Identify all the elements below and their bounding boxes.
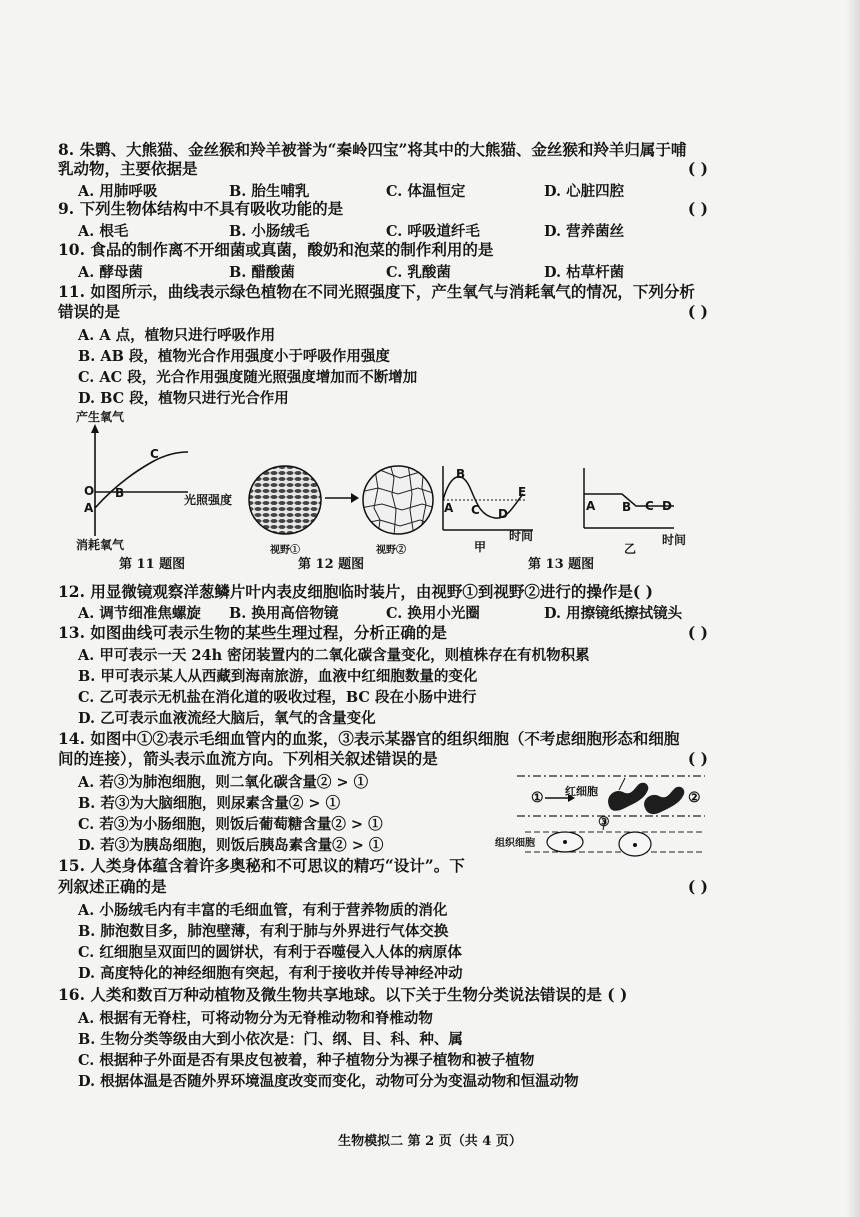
fig12-arrow (323, 492, 361, 504)
question-8 (58, 140, 708, 160)
fig13-yi-point-a: A (586, 499, 596, 513)
q14-option-a: A. 若③为肺泡细胞，则二氧化碳含量② > ① (78, 774, 369, 791)
fig13-jia-point-b: B (456, 467, 466, 481)
q15-option-d: D. 高度特化的神经细胞有突起，有利于接收并传导神经冲动 (78, 965, 463, 982)
q12-option-a: A. 调节细准焦螺旋 (78, 605, 201, 622)
q10-option-a: A. 酵母菌 (78, 264, 143, 281)
fig14-label-2: ② (688, 790, 701, 806)
q14-stem-line2: 间的连接），箭头表示血流方向。下列相关叙述错误的是 (58, 749, 438, 768)
question-8-line2 (58, 159, 708, 179)
question-14 (58, 729, 708, 749)
q16-option-c: C. 根据种子外面是否有果皮包被着，种子植物分为裸子植物和被子植物 (78, 1052, 535, 1069)
fig13-yi-time-label: 时间 (662, 533, 687, 547)
q12-option-d: D. 用擦镜纸擦拭镜头 (544, 605, 683, 622)
fig13-jia-point-d: D (498, 507, 508, 521)
q8-stem-line2: 乳动物，主要依据是 (58, 159, 198, 178)
q9-stem: 9. 下列生物体结构中不具有吸收功能的是 (58, 199, 344, 218)
q11-answer-bracket: ( ) (687, 302, 708, 321)
q14-answer-bracket: ( ) (687, 749, 708, 768)
q15-stem-line2: 列叙述正确的是 (58, 877, 167, 896)
fig13-yi-label: 乙 (624, 542, 637, 556)
q12-stem: 12. 用显微镜观察洋葱鳞片叶内表皮细胞临时装片，由视野①到视野②进行的操作是( ) (58, 582, 653, 601)
scan-edge (846, 0, 860, 1217)
question-14-line2 (58, 749, 708, 769)
fig13-jia-label: 甲 (474, 540, 487, 554)
q9-option-d: D. 营养菌丝 (544, 223, 625, 240)
q15-option-b: B. 肺泡数目多，肺泡壁薄，有利于肺与外界进行气体交换 (78, 923, 449, 940)
q13-option-a: A. 甲可表示一天 24h 密闭装置内的二氧化碳含量变化，则植株存在有机物积累 (78, 647, 590, 664)
q8-option-a: A. 用肺呼吸 (78, 183, 158, 200)
fig13-caption: 第 13 题图 (528, 557, 595, 572)
q13-option-b: B. 甲可表示某人从西藏到海南旅游，血液中红细胞数量的变化 (78, 668, 478, 685)
q8-stem-line1: 8. 朱鹮、大熊猫、金丝猴和羚羊被誉为“秦岭四宝”将其中的大熊猫、金丝猴和羚羊归属于哺 (58, 140, 687, 159)
fig14-tissue-label: 组织细胞 (495, 838, 535, 849)
fig11-x-label: 光照强度 (184, 493, 233, 507)
q9-option-c: C. 呼吸道纤毛 (386, 223, 480, 240)
fig11-caption: 第 11 题图 (119, 557, 186, 572)
fig14-label-1: ① (531, 790, 544, 806)
fig13-yi-point-b: B (622, 500, 632, 514)
fig13-jia-point-e: E (518, 485, 527, 499)
q15-answer-bracket: ( ) (687, 877, 708, 896)
fig12-view1 (246, 464, 324, 536)
page-footer: 生物模拟二 第 2 页（共 4 页） (338, 1134, 522, 1149)
fig13-jia-point-a: A (444, 501, 454, 515)
q11-stem-line2: 错误的是 (58, 302, 121, 321)
fig12-caption: 第 12 题图 (298, 557, 365, 572)
fig14-rbc-label: 红细胞 (565, 785, 598, 798)
q16-option-d: D. 根据体温是否随外界环境温度改变而变化，动物可分为变温动物和恒温动物 (78, 1073, 579, 1090)
fig11-point-a: A (84, 501, 94, 515)
fig13-jia-point-c: C (471, 503, 480, 517)
fig13-jia-time-label: 时间 (509, 529, 534, 543)
q15-stem-line1: 15. 人类身体蕴含着许多奥秘和不可思议的精巧“设计”。下 (58, 856, 465, 875)
fig14-label-3: ③ (598, 815, 610, 830)
q13-option-d: D. 乙可表示血液流经大脑后，氧气的含量变化 (78, 710, 376, 727)
q12-option-c: C. 换用小光圈 (386, 605, 480, 622)
question-11 (58, 282, 708, 302)
q15-option-a: A. 小肠绒毛内有丰富的毛细血管，有利于营养物质的消化 (78, 902, 448, 919)
question-13 (58, 623, 708, 643)
fig13-graph-jia (437, 464, 537, 534)
q14-option-d: D. 若③为胰岛细胞，则饭后胰岛素含量② > ① (78, 837, 384, 854)
question-16 (58, 985, 708, 1005)
q8-option-b: B. 胎生哺乳 (229, 183, 310, 200)
question-9 (58, 199, 708, 219)
q10-stem: 10. 食品的制作离不开细菌或真菌，酸奶和泡菜的制作利用的是 (58, 240, 494, 259)
fig11-y-top-label: 产生氧气 (76, 410, 125, 424)
q11-option-d: D. BC 段，植物只进行光合作用 (78, 390, 289, 407)
q13-option-c: C. 乙可表示无机盐在消化道的吸收过程，BC 段在小肠中进行 (78, 689, 477, 706)
q13-answer-bracket: ( ) (687, 623, 708, 642)
q14-stem-line1: 14. 如图中①②表示毛细血管内的血浆，③表示某器官的组织细胞（不考虑细胞形态和细胞 (58, 729, 680, 748)
q8-option-c: C. 体温恒定 (386, 183, 466, 200)
question-15 (58, 856, 488, 876)
q10-option-d: D. 枯草杆菌 (544, 264, 625, 281)
q16-option-b: B. 生物分类等级由大到小依次是：门、纲、目、科、种、属 (78, 1031, 463, 1048)
q11-option-b: B. AB 段，植物光合作用强度小于呼吸作用强度 (78, 348, 390, 365)
q16-stem: 16. 人类和数百万种动植物及微生物共享地球。以下关于生物分类说法错误的是 ( ) (58, 985, 628, 1004)
fig11-point-o: O (84, 484, 95, 498)
question-15-line2 (58, 877, 708, 897)
q10-option-b: B. 醋酸菌 (229, 264, 295, 281)
fig12-view1-label: 视野① (270, 545, 300, 556)
fig13-yi-point-d: D (662, 499, 672, 513)
fig13-yi-point-c: C (645, 499, 654, 513)
fig11-point-b: B (115, 486, 125, 500)
fig12-view2-label: 视野② (376, 545, 406, 556)
fig14-capillary-diagram (515, 768, 710, 860)
question-10 (58, 240, 708, 260)
q11-option-c: C. AC 段，光合作用强度随光照强度增加而不断增加 (78, 369, 418, 386)
fig12-view2 (360, 464, 436, 536)
q11-stem-line1: 11. 如图所示，曲线表示绿色植物在不同光照强度下，产生氧气与消耗氧气的情况，下列分析 (58, 282, 695, 301)
fig11-point-c: C (150, 447, 159, 461)
q8-option-d: D. 心脏四腔 (544, 183, 625, 200)
q9-option-b: B. 小肠绒毛 (229, 223, 310, 240)
q10-option-c: C. 乳酸菌 (386, 264, 451, 281)
fig11-y-bottom-label: 消耗氧气 (76, 538, 125, 552)
q14-option-c: C. 若③为小肠细胞，则饭后葡萄糖含量② > ① (78, 816, 383, 833)
q15-option-c: C. 红细胞呈双面凹的圆饼状，有利于吞噬侵入人体的病原体 (78, 944, 462, 961)
q13-stem: 13. 如图曲线可表示生物的某些生理过程，分析正确的是 (58, 623, 447, 642)
q16-option-a: A. 根据有无脊柱，可将动物分为无脊椎动物和脊椎动物 (78, 1010, 433, 1027)
q11-option-a: A. A 点，植物只进行呼吸作用 (78, 327, 276, 344)
q8-answer-bracket: ( ) (687, 159, 708, 178)
question-11-line2 (58, 302, 708, 322)
q9-option-a: A. 根毛 (78, 223, 129, 240)
q9-answer-bracket: ( ) (687, 199, 708, 218)
question-12 (58, 582, 708, 602)
q14-option-b: B. 若③为大脑细胞，则尿素含量② > ① (78, 795, 341, 812)
q12-option-b: B. 换用高倍物镜 (229, 605, 339, 622)
